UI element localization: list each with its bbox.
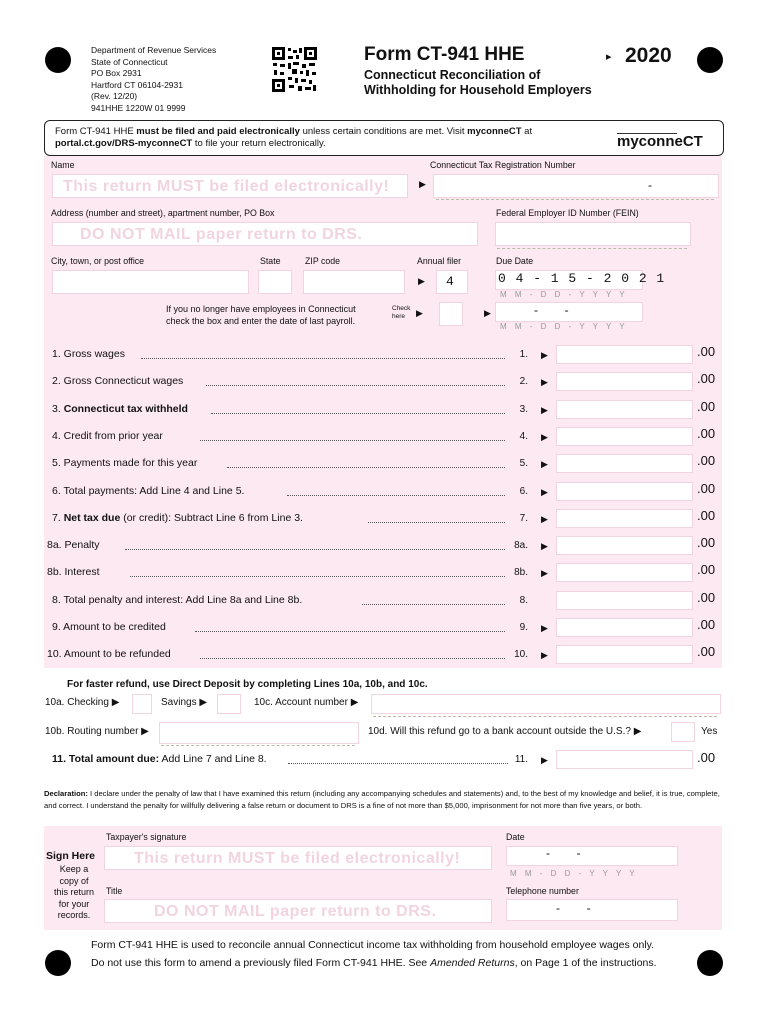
outside-us-yes-checkbox[interactable] [671, 722, 695, 742]
registration-dot-bottom-left [45, 950, 71, 976]
dept-line: 941HHE 1220W 01 9999 [91, 102, 186, 113]
electronic-filing-notice [44, 120, 724, 156]
line-number: 8. [519, 595, 528, 606]
line-amount-input[interactable] [556, 400, 693, 419]
line-label: 8a. Penalty [47, 539, 100, 551]
line-label: 7. Net tax due (or credit): Subtract Line 6 from Line 3. [52, 512, 303, 524]
telephone-input[interactable] [506, 899, 678, 921]
qr-code-icon [271, 46, 318, 93]
line-cents: .00 [697, 399, 716, 414]
line-cents: .00 [697, 617, 716, 632]
account-number-label: 10c. Account number ▶ [254, 697, 359, 708]
line-label: 10. Amount to be refunded [47, 648, 171, 660]
check-arrow-icon: ▶ [416, 308, 423, 318]
line-amount-input[interactable] [556, 454, 693, 473]
line-leader [287, 495, 505, 496]
annual-filer-label: Annual filer [417, 256, 462, 266]
last-payroll-date-format: M M - D D - Y Y Y Y [500, 322, 628, 331]
line-label: 1. Gross wages [52, 348, 125, 360]
footer-line-2: Do not use this form to amend a previously filed Form CT-941 HHE. See Amended Returns, on Page 1 of the instructions. [91, 957, 657, 969]
fein-label: Federal Employer ID Number (FEIN) [496, 208, 639, 218]
dept-address [91, 45, 216, 114]
address-watermark: DO NOT MAIL paper return to DRS. [80, 226, 363, 243]
savings-checkbox[interactable] [217, 694, 241, 714]
sign-here-label: Sign Here [46, 850, 96, 862]
outside-us-label: 10d. Will this refund go to a bank account outside the U.S.? ▶ [368, 726, 642, 737]
line-arrow-icon: ▶ [541, 623, 548, 633]
line-label: 4. Credit from prior year [52, 430, 163, 442]
sign-date-format: M M - D D - Y Y Y Y [510, 869, 638, 878]
name-watermark: This return MUST be filed electronically! [63, 178, 390, 195]
line-number: 1. [519, 349, 528, 360]
line-label: 5. Payments made for this year [52, 457, 198, 469]
last-payroll-date-input[interactable] [495, 302, 643, 322]
registration-dash: - [648, 178, 652, 192]
line-leader [206, 385, 505, 386]
line-arrow-icon: ▶ [541, 459, 548, 469]
line-cents: .00 [697, 344, 716, 359]
sign-date-dashes: - - [546, 846, 581, 860]
registration-arrow-icon: ▶ [419, 179, 426, 189]
line-cents: .00 [697, 535, 716, 550]
title-label: Title [106, 886, 123, 896]
line-leader [362, 604, 505, 605]
name-label: Name [51, 160, 75, 170]
due-date-format: M M - D D - Y Y Y Y [500, 290, 628, 299]
account-number-input[interactable] [371, 694, 721, 714]
last-payroll-dashes: - - [534, 303, 569, 317]
line-leader [211, 413, 505, 414]
line-amount-input[interactable] [556, 482, 693, 501]
state-label: State [260, 256, 281, 266]
line-arrow-icon: ▶ [541, 432, 548, 442]
myconnect-logo: myconneCT [617, 127, 707, 149]
portal-link[interactable]: portal.ct.gov/DRS-myconneCT [55, 138, 193, 149]
line-label: 8b. Interest [47, 566, 100, 578]
line-arrow-icon: ▶ [541, 377, 548, 387]
line-label: 9. Amount to be credited [52, 621, 166, 633]
line-cents: .00 [697, 426, 716, 441]
line-amount-input[interactable] [556, 372, 693, 391]
line-11-arrow-icon: ▶ [541, 755, 548, 765]
registration-dot-bottom-right [697, 950, 723, 976]
due-date-value: 0 4 - 1 5 - 2 0 2 1 [498, 271, 666, 286]
line-cents: .00 [697, 644, 716, 659]
line-leader [227, 467, 505, 468]
line-number: 5. [519, 458, 528, 469]
line-label: 2. Gross Connecticut wages [52, 375, 184, 387]
line-amount-input[interactable] [556, 563, 693, 582]
zip-input[interactable] [303, 270, 405, 294]
dept-line: Hartford CT 06104-2931 [91, 79, 183, 90]
line-leader [141, 358, 505, 359]
line-leader [125, 549, 505, 550]
line-arrow-icon: ▶ [541, 650, 548, 660]
line-label: 3. Connecticut tax withheld [52, 403, 188, 415]
line-cents: .00 [697, 481, 716, 496]
line-amount-input[interactable] [556, 509, 693, 528]
line-11-label: 11. Total amount due: Add Line 7 and Line 8. [52, 753, 267, 765]
title-watermark: DO NOT MAIL paper return to DRS. [154, 903, 437, 920]
line-leader [195, 631, 505, 632]
line-arrow-icon: ▶ [541, 487, 548, 497]
line-leader [200, 440, 505, 441]
line-amount-input[interactable] [556, 645, 693, 664]
line-11-cents: .00 [697, 750, 716, 765]
checking-checkbox[interactable] [132, 694, 152, 714]
line-cents: .00 [697, 453, 716, 468]
line-amount-input[interactable] [556, 618, 693, 637]
notice-text: Form CT-941 HHE must be filed and paid electronically unless certain conditions are met. Visit myconneCT at portal.ct.gov/DRS-myconneCT to file your return electronically. [55, 126, 533, 149]
line-number: 7. [519, 513, 528, 524]
line-arrow-icon: ▶ [541, 350, 548, 360]
line-leader [200, 658, 505, 659]
line-number: 8b. [514, 567, 528, 578]
line-amount-input[interactable] [556, 427, 693, 446]
dept-line: (Rev. 12/20) [91, 91, 138, 101]
line-number: 8a. [514, 540, 528, 551]
line-arrow-icon: ▶ [541, 568, 548, 578]
annual-filer-arrow-icon: ▶ [418, 276, 425, 286]
city-input[interactable] [52, 270, 249, 294]
keep-copy-note: Keep a copy of this return for your records. [53, 864, 95, 920]
routing-number-input[interactable] [159, 722, 359, 744]
line-amount-input[interactable] [556, 591, 693, 610]
signature-watermark: This return MUST be filed electronically! [134, 850, 461, 867]
line-arrow-icon: ▶ [541, 541, 548, 551]
state-input[interactable] [258, 270, 292, 294]
line-11-leader [288, 763, 508, 764]
date-label: Date [506, 832, 525, 842]
year-marker-icon: ▸ [606, 51, 612, 63]
fein-digit-guides [497, 248, 687, 249]
form-subtitle-2: Withholding for Household Employers [364, 83, 592, 97]
line-arrow-icon: ▶ [541, 514, 548, 524]
line-number: 6. [519, 486, 528, 497]
dept-line: PO Box 2931 [91, 68, 142, 78]
savings-label: Savings ▶ [161, 697, 208, 708]
line-amount-input[interactable] [556, 536, 693, 555]
registration-dot-top-right [697, 47, 723, 73]
account-digit-guides [373, 716, 717, 717]
signature-label: Taxpayer's signature [106, 832, 187, 842]
checking-label: 10a. Checking ▶ [45, 697, 120, 708]
line-label: 8. Total penalty and interest: Add Line 8a and Line 8b. [52, 594, 303, 606]
line-11-amount-input[interactable] [556, 750, 693, 769]
line-leader [368, 522, 505, 523]
line-arrow-icon: ▶ [541, 405, 548, 415]
telephone-dashes: - - [556, 901, 591, 915]
line-cents: .00 [697, 371, 716, 386]
line-11-number: 11. [514, 754, 528, 765]
fein-input[interactable] [495, 222, 691, 246]
line-amount-input[interactable] [556, 345, 693, 364]
dept-line: State of Connecticut [91, 56, 168, 67]
line-number: 3. [519, 404, 528, 415]
routing-digit-guides [161, 745, 355, 746]
line-label: 6. Total payments: Add Line 4 and Line 5. [52, 485, 245, 497]
due-date-label: Due Date [496, 256, 534, 266]
registration-digit-guides [436, 199, 714, 200]
outside-us-yes-label: Yes [701, 726, 718, 737]
zip-label: ZIP code [305, 256, 341, 266]
line-number: 10. [514, 649, 528, 660]
sign-date-input[interactable] [506, 846, 678, 866]
telephone-label: Telephone number [506, 886, 579, 896]
form-subtitle-1: Connecticut Reconciliation of [364, 68, 541, 82]
check-here-label: Check here [392, 305, 411, 320]
tax-year: 2020 [625, 44, 672, 67]
no-employees-instruction: If you no longer have employees in Connecticut check the box and enter the date of last payroll. [166, 304, 356, 326]
line-number: 4. [519, 431, 528, 442]
line-cents: .00 [697, 562, 716, 577]
dept-line: Department of Revenue Services [91, 45, 217, 55]
no-employees-checkbox[interactable] [439, 302, 463, 326]
registration-number-label: Connecticut Tax Registration Number [430, 160, 576, 170]
direct-deposit-heading: For faster refund, use Direct Deposit by completing Lines 10a, 10b, and 10c. [67, 679, 428, 690]
city-label: City, town, or post office [51, 256, 145, 266]
line-cents: .00 [697, 508, 716, 523]
line-cents: .00 [697, 590, 716, 605]
line-leader [130, 576, 505, 577]
form-title: Form CT-941 HHE [364, 44, 525, 65]
last-payroll-arrow-icon: ▶ [484, 308, 491, 318]
registration-number-input[interactable] [433, 174, 719, 198]
declaration: Declaration: I declare under the penalty of law that I have examined this return (including any accompanying schedules and statements) and, to the best of my knowledge and belief, it is true, complete, and correct. I understand the penalty for willfully delivering a false return or document to DRS is a fine of not more than $5,000, imprisonment for not more than five years, or both. [44, 789, 720, 810]
annual-filer-value: 4 [446, 274, 454, 289]
line-number: 2. [519, 376, 528, 387]
address-label: Address (number and street), apartment number, PO Box [51, 208, 275, 218]
routing-number-label: 10b. Routing number ▶ [45, 726, 149, 737]
registration-dot-top-left [45, 47, 71, 73]
footer-line-1: Form CT-941 HHE is used to reconcile annual Connecticut income tax withholding from household employee wages only. [91, 939, 655, 951]
line-number: 9. [519, 622, 528, 633]
